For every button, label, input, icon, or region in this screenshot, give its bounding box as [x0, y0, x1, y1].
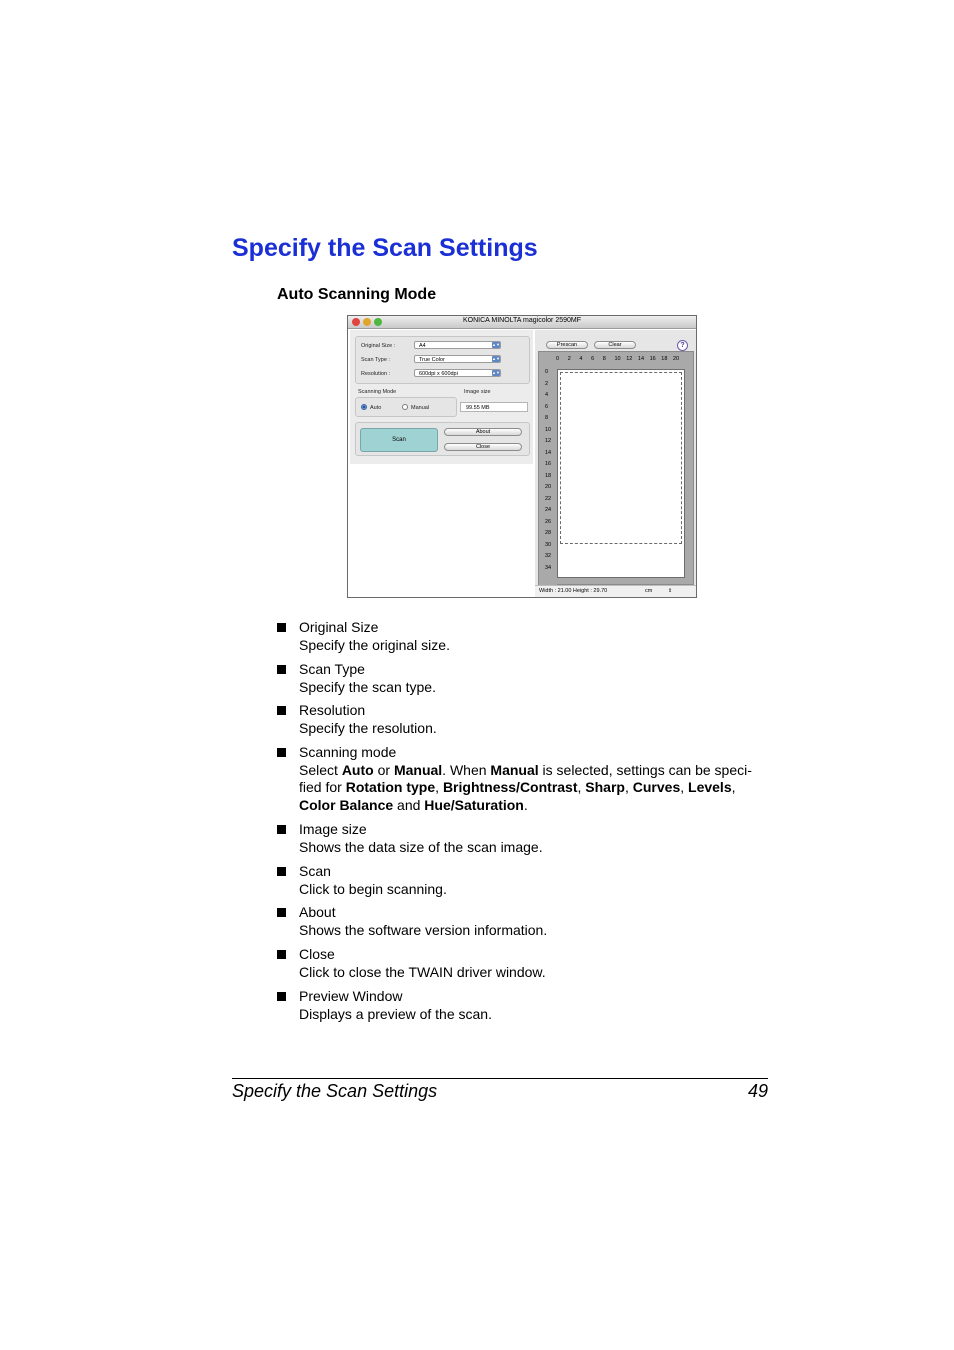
bullet-square-icon	[277, 623, 286, 632]
list-item-text	[299, 988, 769, 1023]
ruler-tick-label: 18	[545, 472, 552, 479]
ruler-tick-label: 28	[545, 530, 552, 536]
ruler-tick-label: 30	[545, 541, 552, 548]
ruler-left	[539, 369, 557, 589]
text-run: ,	[435, 779, 443, 795]
status-dimensions: Width : 21.00 Height : 29.70	[539, 588, 608, 594]
text-run: . When	[442, 761, 491, 778]
ruler-tick-label: 2	[545, 380, 549, 387]
list-item-description: Click to begin scanning.	[299, 880, 447, 897]
footer-rule	[232, 1078, 768, 1079]
ruler-tick-label: 14	[545, 449, 552, 456]
bullet-square-icon	[277, 950, 286, 959]
ruler-tick-label: 20	[545, 484, 552, 490]
text-run: .	[523, 796, 528, 813]
select-arrows-icon: ▲▼	[492, 370, 500, 375]
text-run: Select	[299, 761, 342, 778]
text-run: ,	[577, 779, 586, 795]
text-run: and	[393, 796, 425, 813]
bold-term: Levels	[688, 779, 732, 795]
ruler-tick-label: 8	[602, 356, 606, 362]
list-item-heading: Close	[299, 946, 335, 962]
bold-term: Color Balance	[299, 796, 394, 813]
unit-select[interactable]: cm	[645, 588, 653, 594]
ruler-tick-label: 26	[545, 518, 552, 525]
resolution-label: Resolution :	[361, 371, 391, 377]
select-arrows-icon: ▲▼	[492, 342, 500, 347]
text-run: ,	[731, 779, 736, 795]
list-item-heading: Image size	[299, 821, 367, 837]
list-item-description: Displays a preview of the scan.	[299, 1005, 492, 1022]
footer-title: Specify the Scan Settings	[232, 1081, 438, 1101]
ruler-tick-label: 0	[556, 356, 560, 362]
auto-radio[interactable]	[361, 404, 367, 410]
scanning-mode-group	[355, 397, 457, 417]
list-item-text	[299, 821, 769, 856]
text-run: ,	[680, 779, 689, 795]
about-button[interactable]: About	[444, 428, 522, 436]
ruler-tick-label: 12	[626, 356, 633, 362]
bullet-square-icon	[277, 706, 286, 715]
list-item-text	[299, 863, 769, 898]
twain-window-screenshot	[347, 315, 697, 598]
scan-type-value: True Color	[419, 357, 445, 363]
ruler-tick-label: 6	[591, 356, 595, 362]
list-item-description: Shows the software version information.	[299, 921, 548, 938]
list-item-description: Specify the original size.	[299, 636, 450, 653]
list-item-heading: Scan	[299, 863, 331, 879]
scan-type-select[interactable]	[414, 355, 501, 363]
ruler-tick-label: 8	[545, 415, 549, 421]
prescan-button[interactable]: Prescan	[546, 341, 588, 349]
ruler-tick-label: 10	[545, 426, 552, 433]
list-item-description	[299, 762, 769, 815]
section-heading: Auto Scanning Mode	[277, 286, 437, 303]
list-item-description: Specify the resolution.	[299, 719, 437, 736]
page-title: Specify the Scan Settings	[232, 234, 538, 262]
scan-area-marquee[interactable]	[560, 372, 682, 544]
ruler-tick-label: 0	[545, 369, 549, 375]
window-title: KONICA MINOLTA magicolor 2590MF	[463, 317, 581, 324]
text-run: or	[373, 761, 394, 778]
list-item-description: Click to close the TWAIN driver window.	[299, 963, 546, 980]
ruler-tick-label: 20	[673, 356, 680, 362]
scanning-mode-label: Scanning Mode	[358, 389, 397, 395]
text-run: ,	[624, 779, 633, 795]
close-button[interactable]: Close	[444, 443, 522, 451]
clear-button[interactable]: Clear	[594, 341, 636, 349]
bullet-square-icon	[277, 992, 286, 1001]
bold-term: Brightness/Contrast	[442, 779, 578, 795]
ruler-tick-label: 16	[649, 356, 656, 362]
bold-term: Auto	[341, 761, 374, 778]
preview-window[interactable]	[538, 351, 694, 585]
image-size-label: Image size	[464, 389, 491, 395]
ruler-tick-label: 32	[545, 553, 552, 559]
ruler-tick-label: 14	[637, 356, 645, 362]
ruler-tick-label: 34	[545, 564, 552, 571]
window-titlebar	[348, 316, 696, 329]
bold-term: Sharp	[585, 779, 625, 795]
bullet-square-icon	[277, 665, 286, 674]
action-group	[355, 422, 530, 456]
ruler-top	[539, 352, 693, 369]
bullet-square-icon	[277, 825, 286, 834]
list-item-text	[299, 744, 769, 814]
ruler-tick-label: 4	[545, 392, 549, 398]
bold-term: Manual	[490, 761, 539, 778]
scan-button[interactable]: Scan	[360, 428, 438, 452]
manual-radio[interactable]	[402, 404, 408, 410]
bold-term: Curves	[632, 779, 681, 795]
list-item-text	[299, 619, 769, 654]
bullet-square-icon	[277, 748, 286, 757]
ruler-tick-label: 16	[545, 461, 552, 467]
list-item-heading: Scan Type	[299, 661, 365, 677]
bold-term: Hue/Saturation	[424, 796, 524, 813]
list-item-heading: Preview Window	[299, 988, 403, 1004]
select-arrows-icon: ▲▼	[492, 356, 500, 361]
ruler-tick-label: 24	[545, 507, 552, 513]
image-size-field: 99.55 MB	[460, 402, 528, 412]
ruler-tick-label: 22	[545, 495, 552, 502]
list-item-text	[299, 946, 769, 981]
ruler-tick-label: 12	[545, 438, 552, 444]
ruler-tick-label: 2	[567, 356, 571, 362]
bullet-square-icon	[277, 867, 286, 876]
bullet-square-icon	[277, 908, 286, 917]
list-item-description: Shows the data size of the scan image.	[299, 838, 543, 855]
original-size-label: Original Size :	[361, 343, 396, 349]
list-item-heading: Scanning mode	[299, 744, 397, 760]
ruler-tick-label: 4	[579, 356, 583, 362]
resolution-select[interactable]	[414, 369, 501, 377]
page-number: 49	[747, 1081, 768, 1101]
ruler-tick-label: 6	[545, 403, 549, 410]
settings-group	[355, 336, 530, 384]
auto-label: Auto	[370, 405, 382, 411]
list-item-text	[299, 702, 769, 737]
text-run: is selected, settings can be speci-fied for	[299, 761, 752, 795]
original-size-select[interactable]	[414, 341, 501, 349]
scan-type-label: Scan Type :	[361, 357, 390, 363]
ruler-tick-label: 18	[661, 356, 668, 362]
help-icon[interactable]: ?	[677, 340, 688, 351]
list-item-heading: About	[299, 904, 336, 920]
bold-term: Manual	[393, 761, 443, 778]
resolution-value: 600dpi x 600dpi	[419, 371, 458, 377]
unit-arrows-icon: ⇕	[668, 588, 673, 594]
original-size-value: A4	[419, 343, 426, 349]
status-bar	[535, 585, 696, 597]
manual-label: Manual	[411, 405, 430, 411]
list-item-heading: Resolution	[299, 702, 366, 718]
list-item-text	[299, 904, 769, 939]
list-item-heading: Original Size	[299, 619, 379, 635]
ruler-tick-label: 10	[614, 356, 621, 362]
bold-term: Rotation type	[345, 779, 436, 795]
list-item-description: Specify the scan type.	[299, 678, 436, 695]
preview-paper	[557, 369, 685, 578]
list-item-text	[299, 661, 769, 696]
